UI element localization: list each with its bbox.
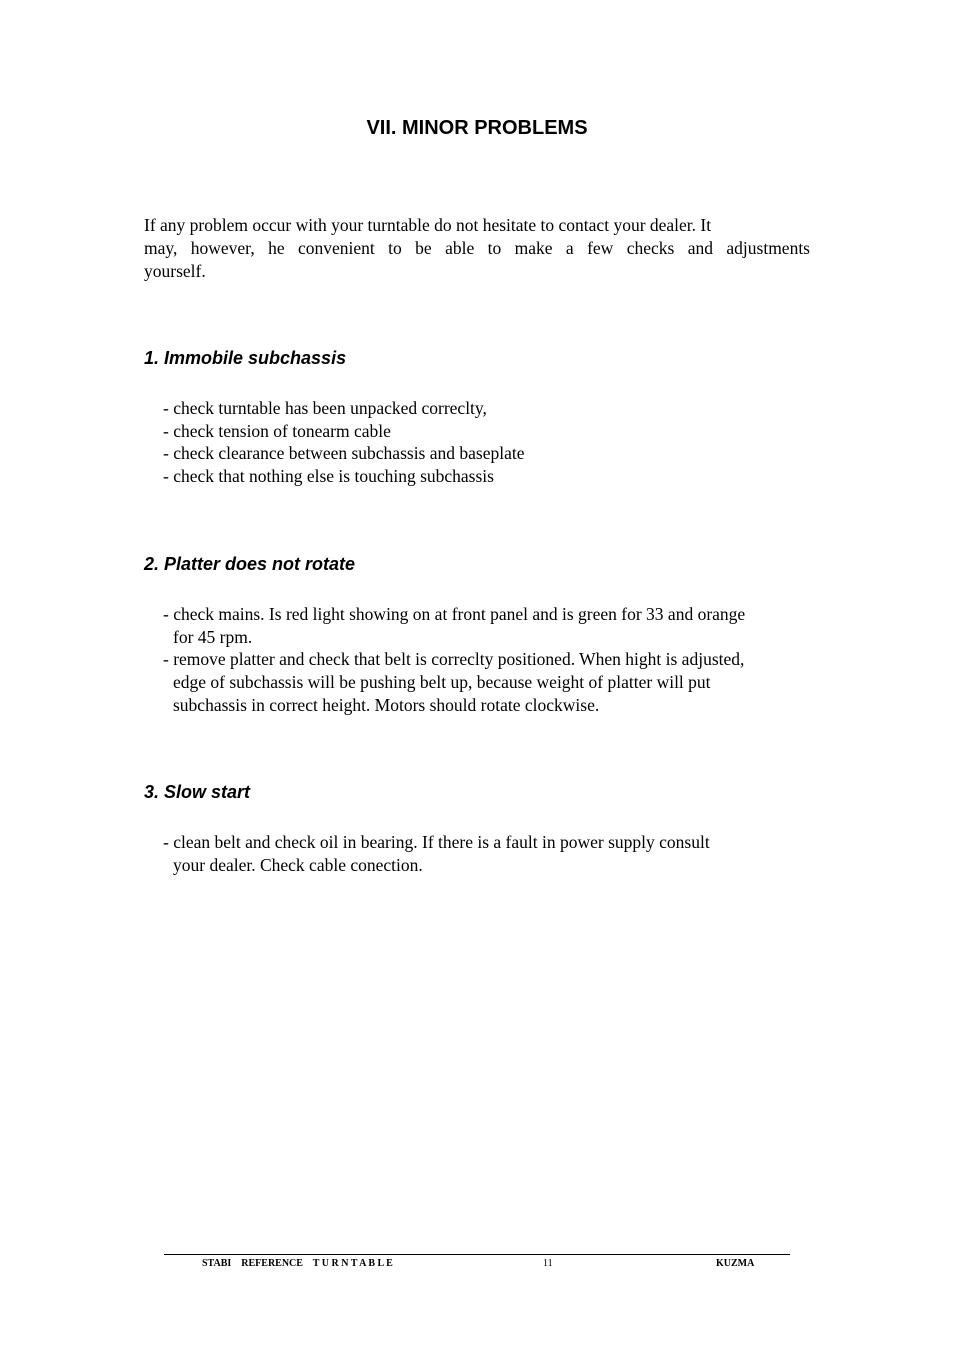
list-item-text: - clean belt and check oil in bearing. If there is a fault in power supply consult	[163, 832, 710, 852]
section-heading-slow-start: 3. Slow start	[144, 782, 251, 802]
list-item-text: - check clearance between subchassis and baseplate	[163, 443, 525, 464]
list-item-text: - check tension of tonearm cable	[163, 420, 391, 441]
intro-line: may, however, he convenient to be able to make a few checks and adjustments	[144, 238, 810, 258]
list-item	[163, 442, 823, 465]
section-list-slow-start	[163, 831, 823, 876]
list-item-text: - check turntable has been unpacked correclty,	[163, 398, 487, 418]
list-item	[163, 831, 823, 876]
list-item-text: subchassis in correct height. Motors should rotate clockwise.	[173, 694, 600, 715]
list-item	[163, 420, 823, 443]
section-heading-immobile-subchassis: 1. Immobile subchassis	[144, 348, 347, 368]
page-title: VII. MINOR PROBLEMS	[366, 117, 588, 139]
footer-page-number: 11	[543, 1258, 553, 1269]
section-list-immobile-subchassis	[163, 397, 823, 488]
footer-brand: KUZMA	[716, 1258, 755, 1269]
intro-line: If any problem occur with your turntable do not hesitate to contact your dealer. It	[144, 215, 712, 235]
list-item-text: your dealer. Check cable conection.	[173, 854, 423, 875]
page-footer	[0, 1258, 954, 1272]
list-item	[163, 397, 823, 420]
list-item	[163, 465, 823, 488]
list-item	[163, 648, 823, 716]
list-item-text: edge of subchassis will be pushing belt up, because weight of platter will put	[173, 672, 711, 693]
section-heading-platter-does-not-rotate: 2. Platter does not rotate	[144, 554, 356, 574]
list-item-text: - check that nothing else is touching subchassis	[163, 466, 494, 487]
intro-paragraph	[144, 214, 810, 283]
footer-product-name: STABI REFERENCE T U R N T A B L E	[202, 1258, 393, 1269]
list-item-text: - remove platter and check that belt is correclty positioned. When hight is adjusted,	[163, 649, 745, 670]
list-item	[163, 603, 823, 648]
list-item-text: for 45 rpm.	[173, 626, 253, 647]
footer-divider	[164, 1254, 790, 1255]
intro-line: yourself.	[144, 261, 206, 281]
list-item-text: - check mains. Is red light showing on at front panel and is green for 33 and orange	[163, 604, 746, 624]
section-list-platter-does-not-rotate	[163, 603, 823, 717]
